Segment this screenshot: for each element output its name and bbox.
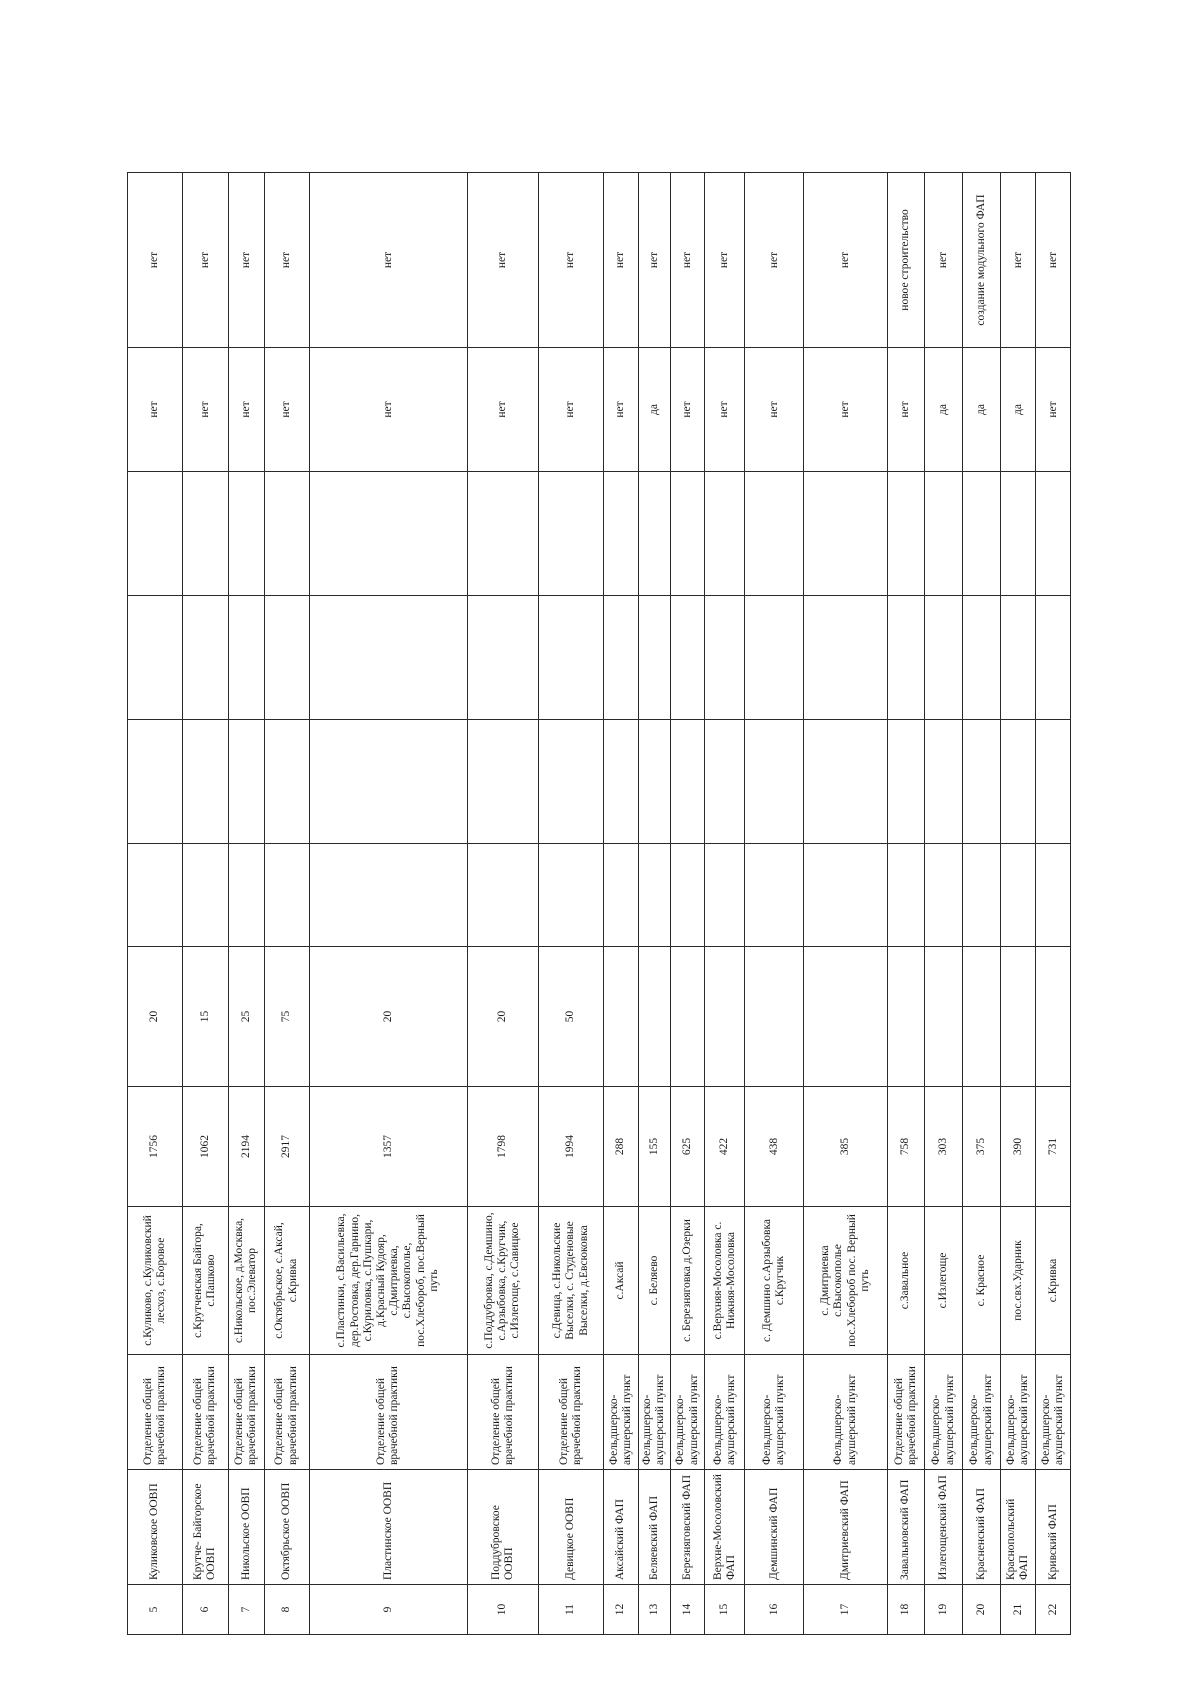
population: 1994 [538,1087,604,1207]
status-flag: нет [182,348,228,472]
population: 438 [745,1087,804,1207]
empty-cell [229,720,264,844]
population: 375 [963,1087,1001,1207]
distance [604,947,638,1087]
distance [1036,947,1071,1087]
empty-cell [670,472,704,596]
planned-action: нет [182,173,228,348]
facilities-table [127,172,1071,1635]
population: 385 [804,1087,888,1207]
row-number: 8 [264,1585,309,1635]
facility-type: Отделение общей врачебной практики [467,1355,538,1470]
table-row [888,173,925,1635]
empty-cell [745,844,804,947]
settlements-served: с.Октябрьское, с.Аксай, с.Кривка [264,1207,309,1355]
row-number: 7 [229,1585,264,1635]
distance: 20 [309,947,467,1087]
empty-cell [229,472,264,596]
empty-cell [670,596,704,720]
row-number: 10 [467,1585,538,1635]
empty-cell [638,596,670,720]
distance [924,947,963,1087]
empty-cell [182,720,228,844]
status-flag: да [963,348,1001,472]
empty-cell [604,472,638,596]
distance [745,947,804,1087]
status-flag: да [638,348,670,472]
population: 1062 [182,1087,228,1207]
table-row [467,173,538,1635]
empty-cell [1036,472,1071,596]
planned-action: нет [1036,173,1071,348]
distance: 20 [467,947,538,1087]
table-row [309,173,467,1635]
empty-cell [604,596,638,720]
status-flag: нет [264,348,309,472]
facility-name: Верхне-Мосоловский ФАП [705,1470,745,1585]
empty-cell [264,472,309,596]
facility-type: Фельдшерско-акушерский пункт [924,1355,963,1470]
empty-cell [229,844,264,947]
distance [705,947,745,1087]
row-number: 15 [705,1585,745,1635]
empty-cell [924,596,963,720]
empty-cell [309,844,467,947]
distance: 20 [128,947,183,1087]
planned-action: нет [229,173,264,348]
empty-cell [638,844,670,947]
empty-cell [963,472,1001,596]
empty-cell [745,720,804,844]
settlements-served: с. Беляево [638,1207,670,1355]
status-flag: нет [467,348,538,472]
planned-action: нет [670,173,704,348]
planned-action: нет [309,173,467,348]
empty-cell [705,596,745,720]
empty-cell [128,844,183,947]
facility-type: Отделение общей врачебной практики [309,1355,467,1470]
distance [670,947,704,1087]
empty-cell [604,720,638,844]
population: 422 [705,1087,745,1207]
table-row [638,173,670,1635]
settlements-served: с.Аксай [604,1207,638,1355]
empty-cell [604,844,638,947]
facility-type: Отделение общей врачебной практики [538,1355,604,1470]
planned-action: нет [538,173,604,348]
empty-cell [705,844,745,947]
row-number: 6 [182,1585,228,1635]
status-flag: нет [229,348,264,472]
population: 1756 [128,1087,183,1207]
empty-cell [745,472,804,596]
population: 2194 [229,1087,264,1207]
settlements-served: с.Излегоще [924,1207,963,1355]
facility-name: Октябрьское ООВП [264,1470,309,1585]
facility-type: Фельдшерско-акушерский пункт [604,1355,638,1470]
row-number: 17 [804,1585,888,1635]
population: 155 [638,1087,670,1207]
status-flag: да [1000,348,1035,472]
facility-type: Фельдшерско-акушерский пункт [804,1355,888,1470]
empty-cell [705,720,745,844]
empty-cell [1000,720,1035,844]
facility-name: Кривский ФАП [1036,1470,1071,1585]
rotated-table-frame [127,173,1071,1635]
distance: 75 [264,947,309,1087]
settlements-served: с.Завальное [888,1207,925,1355]
empty-cell [538,472,604,596]
row-number: 22 [1036,1585,1071,1635]
table-row [264,173,309,1635]
planned-action: нет [128,173,183,348]
empty-cell [670,720,704,844]
facility-name: Беляевский ФАП [638,1470,670,1585]
distance [804,947,888,1087]
empty-cell [128,720,183,844]
facility-name: Никольское ООВП [229,1470,264,1585]
empty-cell [1000,844,1035,947]
row-number: 18 [888,1585,925,1635]
empty-cell [1000,596,1035,720]
planned-action: нет [804,173,888,348]
status-flag: да [924,348,963,472]
settlements-served: с.Крутченская Байгора, с.Пашково [182,1207,228,1355]
table-row [604,173,638,1635]
table-row [128,173,183,1635]
facility-type: Отделение общей врачебной практики [264,1355,309,1470]
empty-cell [128,596,183,720]
population: 731 [1036,1087,1071,1207]
facility-type: Фельдшерско-акушерский пункт [1000,1355,1035,1470]
row-number: 5 [128,1585,183,1635]
planned-action: нет [924,173,963,348]
distance: 15 [182,947,228,1087]
table-row [670,173,704,1635]
facility-type: Отделение общей врачебной практики [182,1355,228,1470]
planned-action: создание модульного ФАП [963,173,1001,348]
empty-cell [804,596,888,720]
table-body [128,173,1071,1635]
distance [638,947,670,1087]
distance [1000,947,1035,1087]
empty-cell [264,844,309,947]
settlements-served: с. Дмитриевка с.Высокополье пос.Хлебороб пос. Верный путь [804,1207,888,1355]
empty-cell [467,720,538,844]
population: 303 [924,1087,963,1207]
empty-cell [538,844,604,947]
status-flag: нет [670,348,704,472]
empty-cell [182,844,228,947]
settlements-served: с. Демшино с.Арзыбовка с.Кругчик [745,1207,804,1355]
empty-cell [888,596,925,720]
empty-cell [264,720,309,844]
population: 625 [670,1087,704,1207]
empty-cell [888,720,925,844]
empty-cell [1036,844,1071,947]
row-number: 13 [638,1585,670,1635]
empty-cell [888,844,925,947]
population: 288 [604,1087,638,1207]
planned-action: нет [705,173,745,348]
settlements-served: с.Пластинки, с.Васильевка, дер.Ростовка, дер.Гарнино, с.Куриловка, с.Пушкари, д.Красный Кудояр, с.Дмитриевка, с.Высокополье, пос.Хлебороб, пос.Верный путь [309,1207,467,1355]
status-flag: нет [128,348,183,472]
facility-name: Пластинское ООВП [309,1470,467,1585]
row-number: 11 [538,1585,604,1635]
planned-action: новое строительство [888,173,925,348]
settlements-served: с. Красное [963,1207,1001,1355]
settlements-served: с.Девица, с.Никольские Выселки, с. Студеновые Выселки, д.Евсюковка [538,1207,604,1355]
population: 1357 [309,1087,467,1207]
distance [888,947,925,1087]
empty-cell [182,472,228,596]
empty-cell [538,720,604,844]
facility-name: Завальновский ФАП [888,1470,925,1585]
empty-cell [264,596,309,720]
table-row [229,173,264,1635]
settlements-served: с.Никольское, д.Москвка, пос.Элеватор [229,1207,264,1355]
empty-cell [538,596,604,720]
facility-name: Девицкое ООВП [538,1470,604,1585]
table-row [924,173,963,1635]
empty-cell [804,844,888,947]
row-number: 16 [745,1585,804,1635]
facility-type: Фельдшерско-акушерский пункт [638,1355,670,1470]
row-number: 20 [963,1585,1001,1635]
empty-cell [467,596,538,720]
facility-name: Березняговский ФАП [670,1470,704,1585]
planned-action: нет [1000,173,1035,348]
empty-cell [128,472,183,596]
facility-name: Поддубровское ООВП [467,1470,538,1585]
facility-type: Фельдшерско-акушерский пункт [670,1355,704,1470]
facility-name: Краснопольский ФАП [1000,1470,1035,1585]
facility-type: Фельдшерско-акушерский пункт [705,1355,745,1470]
empty-cell [670,844,704,947]
status-flag: нет [1036,348,1071,472]
facility-type: Отделение общей врачебной практики [128,1355,183,1470]
facility-type: Отделение общей врачебной практики [888,1355,925,1470]
status-flag: нет [705,348,745,472]
status-flag: нет [538,348,604,472]
distance: 50 [538,947,604,1087]
empty-cell [963,596,1001,720]
row-number: 9 [309,1585,467,1635]
empty-cell [888,472,925,596]
facility-type: Отделение общей врачебной практики [229,1355,264,1470]
facility-name: Демшинский ФАП [745,1470,804,1585]
table-row [182,173,228,1635]
settlements-served: с.Куликово, с.Куликовский лесхоз, с.Боровое [128,1207,183,1355]
status-flag: нет [745,348,804,472]
settlements-served: с.Поддубровка, с.Демшино, с.Арзыбовка, с.Кругчик, с.Излегоще, с.Савицкое [467,1207,538,1355]
empty-cell [467,472,538,596]
table-row [538,173,604,1635]
population: 1798 [467,1087,538,1207]
empty-cell [924,472,963,596]
settlements-served: с. Березняговка д.Озерки [670,1207,704,1355]
row-number: 19 [924,1585,963,1635]
facility-name: Аксайский ФАП [604,1470,638,1585]
empty-cell [804,720,888,844]
empty-cell [804,472,888,596]
table-row [804,173,888,1635]
empty-cell [182,596,228,720]
row-number: 14 [670,1585,704,1635]
table-row [705,173,745,1635]
empty-cell [705,472,745,596]
facility-name: Излегощенский ФАП [924,1470,963,1585]
status-flag: нет [309,348,467,472]
empty-cell [309,472,467,596]
planned-action: нет [638,173,670,348]
empty-cell [1036,596,1071,720]
empty-cell [963,720,1001,844]
empty-cell [467,844,538,947]
empty-cell [924,844,963,947]
table-row [1036,173,1071,1635]
facility-type: Фельдшерско-акушерский пункт [745,1355,804,1470]
empty-cell [638,472,670,596]
empty-cell [1036,720,1071,844]
row-number: 21 [1000,1585,1035,1635]
planned-action: нет [745,173,804,348]
status-flag: нет [804,348,888,472]
empty-cell [229,596,264,720]
empty-cell [963,844,1001,947]
status-flag: нет [888,348,925,472]
population: 758 [888,1087,925,1207]
empty-cell [309,720,467,844]
empty-cell [309,596,467,720]
table-row [1000,173,1035,1635]
settlements-served: пос.свх.Ударник [1000,1207,1035,1355]
facility-name: Крутче- Байгорское ООВП [182,1470,228,1585]
facility-name: Куликовское ООВП [128,1470,183,1585]
empty-cell [1000,472,1035,596]
facility-type: Фельдшерско-акушерский пункт [1036,1355,1071,1470]
facility-type: Фельдшерско-акушерский пункт [963,1355,1001,1470]
planned-action: нет [264,173,309,348]
planned-action: нет [604,173,638,348]
facility-name: Дмитриевский ФАП [804,1470,888,1585]
settlements-served: с.Кривка [1036,1207,1071,1355]
row-number: 12 [604,1585,638,1635]
distance [963,947,1001,1087]
empty-cell [924,720,963,844]
planned-action: нет [467,173,538,348]
table-row [745,173,804,1635]
empty-cell [638,720,670,844]
population: 390 [1000,1087,1035,1207]
status-flag: нет [604,348,638,472]
table-row [963,173,1001,1635]
distance: 25 [229,947,264,1087]
population: 2917 [264,1087,309,1207]
settlements-served: с.Верхняя-Мосоловка с. Нижняя-Мосоловка [705,1207,745,1355]
empty-cell [745,596,804,720]
facility-name: Красненский ФАП [963,1470,1001,1585]
